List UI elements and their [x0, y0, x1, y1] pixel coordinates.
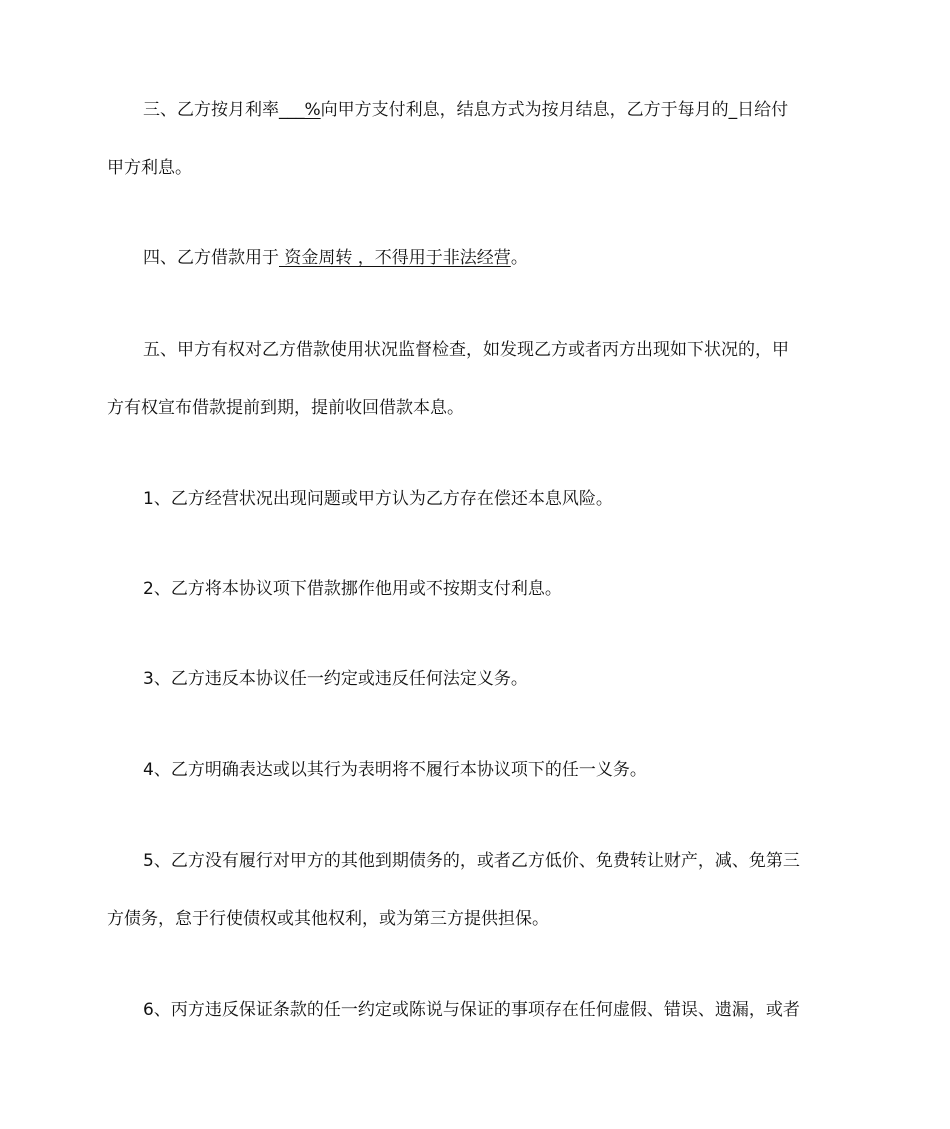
clause-3-prefix: 三、乙方按月利率 [143, 100, 279, 120]
clause-5-line-2: 方有权宣布借款提前到期，提前收回借款本息。 [107, 398, 464, 418]
list-item-3: 3、乙方违反本协议任一约定或违反任何法定义务。 [143, 669, 528, 689]
clause-3-suffix: 向甲方支付利息，结息方式为按月结息，乙方于每月的 [320, 100, 729, 120]
list-item-5-line-1: 5、乙方没有履行对甲方的其他到期债务的，或者乙方低价、免费转让财产，减、免第三 [143, 851, 800, 871]
list-item-1: 1、乙方经营状况出现问题或甲方认为乙方存在偿还本息风险。 [143, 489, 613, 509]
clause-4-end: 。 [510, 248, 528, 268]
clause-4-line [143, 246, 847, 270]
list-item-6-line-1: 6、丙方违反保证条款的任一约定或陈说与保证的事项存在任何虚假、错误、遗漏，或者 [143, 1000, 800, 1020]
clause-3-line-2: 甲方利息。 [107, 158, 192, 178]
list-item-2: 2、乙方将本协议项下借款挪作他用或不按期支付利息。 [143, 579, 562, 599]
clause-3-line-1 [143, 98, 847, 122]
clause-3-end: 日给付 [737, 100, 789, 120]
clause-4-prefix: 四、乙方借款用于 [143, 248, 279, 268]
interest-rate-blank: ___% [279, 100, 321, 120]
loan-purpose: 资金周转 ，不得用于非法经营 [279, 248, 511, 268]
list-item-4: 4、乙方明确表达或以其行为表明将不履行本协议项下的任一义务。 [143, 760, 647, 780]
payment-day-blank: _ [728, 100, 738, 120]
clause-5-line-1: 五、甲方有权对乙方借款使用状况监督检查，如发现乙方或者丙方出现如下状况的，甲 [143, 340, 789, 360]
list-item-5-line-2: 方债务，怠于行使债权或其他权利，或为第三方提供担保。 [107, 909, 549, 929]
